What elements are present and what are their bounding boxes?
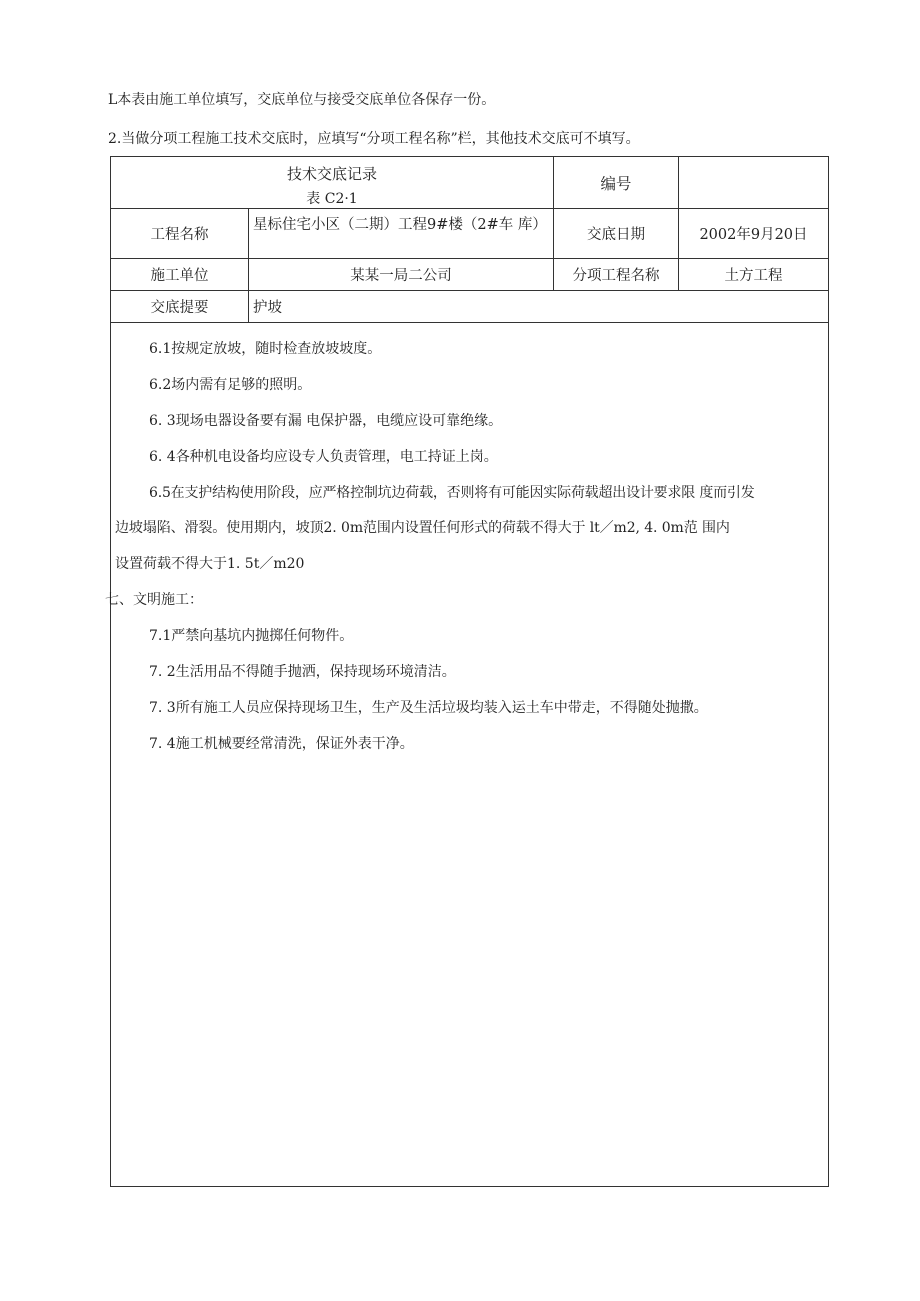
technical-disclosure-form <box>105 156 829 1187</box>
item-6-5-line-1: 6.5在支护结构使用阶段，应严格控制坑边荷载，否则将有可能因实际荷载超出设计要求限 度而引发 <box>149 485 755 501</box>
item-6-4: 6. 4各种机电设备均应设专人负责管理，电工持证上岗。 <box>149 449 498 465</box>
item-7-1: 7.1严禁向基坑内抛掷任何物件。 <box>149 628 354 644</box>
item-6-3: 6. 3现场电器设备要有漏 电保护器，电缆应设可靠绝缘。 <box>149 413 503 429</box>
summary-value: 护坡 <box>253 300 282 316</box>
item-6-5-line-2: 边坡塌陷、滑裂。使用期内，坡顶2. 0m范围内设置任何形式的荷载不得大于 lt／m2, 4. 0m范 围内 <box>115 520 730 536</box>
summary-label: 交底提要 <box>150 300 209 316</box>
sub-project-value: 土方工程 <box>724 268 783 284</box>
instruction-note-2: 2.当做分项工程施工技术交底时，应填写“分项工程名称”栏，其他技术交底可不填写。 <box>108 131 640 147</box>
disclosure-date-label: 交底日期 <box>587 227 645 243</box>
construction-unit-value: 某某一局二公司 <box>350 268 452 284</box>
form-code: 表 C2·1 <box>306 191 358 207</box>
row-divider <box>111 322 828 323</box>
number-label: 编号 <box>600 174 632 193</box>
number-value[interactable] <box>679 157 828 208</box>
item-6-2: 6.2场内需有足够的照明。 <box>149 377 312 393</box>
instruction-note-1: L本表由施工单位填写，交底单位与接受交底单位各保存一份。 <box>108 92 496 108</box>
form-title: 技术交底记录 <box>286 165 377 183</box>
disclosure-date-value: 2002年9月20日 <box>699 227 808 243</box>
item-7-2: 7. 2生活用品不得随手抛洒，保持现场环境清洁。 <box>149 664 456 680</box>
project-name-label: 工程名称 <box>150 227 209 243</box>
item-6-5-line-3: 设置荷载不得大于1. 5t／m20 <box>115 556 305 572</box>
item-7-4: 7. 4施工机械要经常清洗，保证外表干净。 <box>149 736 414 752</box>
sub-project-label: 分项工程名称 <box>572 268 660 284</box>
section-7-heading: 七、文明施工： <box>105 592 203 608</box>
item-7-3: 7. 3所有施工人员应保持现场卫生，生产及生活垃圾均装入运土车中带走，不得随处抛撒。 <box>149 700 708 716</box>
project-name-value: 星标住宅小区（二期）工程9#楼（2#车 库） <box>253 216 547 233</box>
construction-unit-label: 施工单位 <box>150 268 209 284</box>
item-6-1: 6.1按规定放坡，随时检查放坡坡度。 <box>149 341 382 357</box>
